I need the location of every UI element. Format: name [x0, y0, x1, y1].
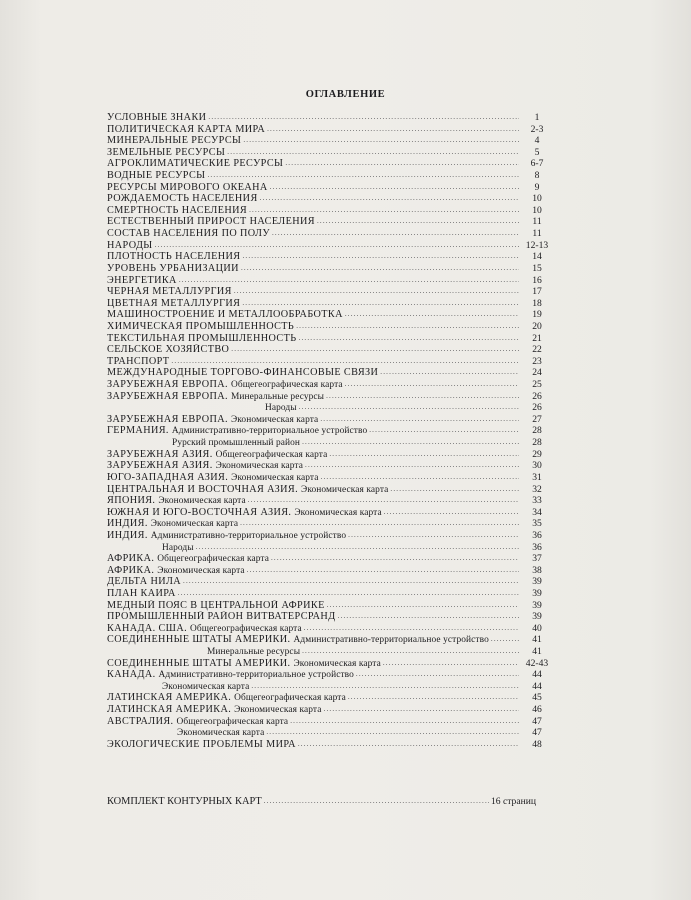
- toc-row: [107, 472, 553, 484]
- toc-entry-subtitle: Минеральные ресурсы: [207, 647, 301, 658]
- toc-leader-dots: [271, 553, 519, 565]
- toc-entry-page: 22: [532, 344, 542, 356]
- toc-entry-page: 42-43: [525, 657, 549, 669]
- toc-entry-title: РЕСУРСЫ МИРОВОГО ОКЕАНА: [107, 181, 268, 193]
- toc-row: [107, 692, 553, 704]
- toc-entry-title: ЮЖНАЯ И ЮГО-ВОСТОЧНАЯ АЗИЯ.: [107, 506, 292, 518]
- toc-row: [107, 739, 553, 751]
- toc-row: [107, 530, 553, 542]
- toc-entry-subtitle: Экономическая карта: [301, 484, 389, 495]
- toc-leader-dots: [264, 796, 489, 808]
- toc-row: [107, 135, 553, 147]
- toc-leader-dots: [338, 611, 519, 623]
- toc-entry-title: ЭНЕРГЕТИКА: [107, 274, 177, 286]
- toc-entry-page: 41: [532, 646, 542, 658]
- toc-entry-page: 33: [532, 495, 542, 507]
- toc-entry-page: 27: [532, 413, 542, 425]
- toc-leader-dots: [329, 449, 519, 461]
- toc-row: [107, 588, 553, 600]
- toc-row: [107, 565, 553, 577]
- page-title: ОГЛАВЛЕНИЕ: [305, 89, 386, 100]
- toc-leader-dots: [171, 356, 519, 368]
- toc-row: [107, 414, 553, 426]
- toc-entry-page: 44: [532, 680, 542, 692]
- toc-row: [107, 518, 553, 530]
- toc-entry-title: ХИМИЧЕСКАЯ ПРОМЫШЛЕННОСТЬ: [107, 320, 295, 332]
- table-of-contents: [107, 112, 553, 751]
- toc-entry-subtitle: Экономическая карта: [231, 472, 319, 483]
- toc-entry-subtitle: Общегеографическая карта: [230, 380, 343, 391]
- toc-entry-page: 1: [534, 112, 540, 123]
- toc-entry-subtitle: Минеральные ресурсы: [230, 391, 325, 402]
- toc-entry-page: 26: [532, 402, 542, 414]
- toc-row: [107, 542, 553, 554]
- toc-row: [107, 460, 553, 472]
- toc-leader-dots: [248, 495, 519, 507]
- toc-leader-dots: [345, 309, 519, 321]
- toc-leader-dots: [249, 205, 519, 217]
- toc-entry-page: 34: [532, 506, 542, 518]
- contour-maps-entry: [107, 796, 553, 808]
- toc-entry-title: ПЛАН КАИРА: [107, 587, 176, 599]
- toc-entry-title: СМЕРТНОСТЬ НАСЕЛЕНИЯ: [107, 204, 248, 216]
- toc-leader-dots: [247, 565, 519, 577]
- toc-leader-dots: [208, 112, 519, 124]
- toc-leader-dots: [321, 472, 520, 484]
- toc-row: [107, 576, 553, 588]
- toc-row: [107, 796, 553, 808]
- toc-entry-title: ПОЛИТИЧЕСКАЯ КАРТА МИРА: [107, 123, 266, 135]
- toc-leader-dots: [231, 344, 519, 356]
- toc-entry-title: СОЕДИНЕННЫЕ ШТАТЫ АМЕРИКИ.: [107, 657, 291, 669]
- toc-row: [107, 344, 553, 356]
- toc-entry-subtitle: Административно-территориальное устройство: [158, 670, 354, 681]
- toc-row: [107, 205, 553, 217]
- toc-entry-page: 39: [532, 599, 542, 611]
- toc-row: [107, 402, 553, 414]
- toc-entry-page: 19: [532, 309, 542, 321]
- toc-entry-page: 10: [532, 193, 542, 205]
- toc-leader-dots: [298, 739, 519, 751]
- toc-entry-title: ТЕКСТИЛЬНАЯ ПРОМЫШЛЕННОСТЬ: [107, 332, 297, 344]
- toc-entry-page: 36: [532, 541, 542, 553]
- toc-entry-page: 39: [532, 576, 542, 588]
- toc-entry-page: 9: [534, 181, 540, 193]
- toc-leader-dots: [290, 716, 519, 728]
- toc-row: [107, 495, 553, 507]
- toc-leader-dots: [491, 634, 519, 646]
- toc-entry-page: 29: [532, 448, 542, 460]
- toc-entry-page: 39: [532, 587, 542, 599]
- toc-entry-page: 6-7: [530, 158, 544, 170]
- toc-leader-dots: [302, 437, 519, 449]
- toc-entry-page: 16 страниц: [491, 796, 537, 807]
- toc-entry-page: 15: [532, 262, 542, 274]
- toc-entry-title: НАРОДЫ: [107, 239, 153, 251]
- toc-entry-subtitle: Рурский промышленный район: [172, 438, 301, 449]
- toc-entry-page: 45: [532, 692, 542, 704]
- toc-entry-title: ЭКОЛОГИЧЕСКИЕ ПРОБЛЕМЫ МИРА: [107, 738, 296, 750]
- toc-entry-title: ЗАРУБЕЖНАЯ ЕВРОПА.: [107, 390, 228, 402]
- toc-row: [107, 681, 553, 693]
- toc-row: [107, 391, 553, 403]
- toc-entry-subtitle: Народы: [265, 403, 297, 414]
- toc-row: [107, 158, 553, 170]
- toc-row: [107, 124, 553, 136]
- toc-entry-title: ИНДИЯ.: [107, 529, 148, 541]
- toc-leader-dots: [390, 484, 519, 496]
- toc-leader-dots: [240, 518, 519, 530]
- toc-leader-dots: [178, 588, 519, 600]
- toc-entry-subtitle: Общегеографическая карта: [215, 449, 328, 460]
- toc-entry-page: 40: [532, 622, 542, 634]
- toc-row: [107, 704, 553, 716]
- toc-entry-subtitle: Экономическая карта: [215, 461, 303, 472]
- toc-row: [107, 298, 553, 310]
- toc-entry-title: ЦВЕТНАЯ МЕТАЛЛУРГИЯ: [107, 297, 241, 309]
- toc-row: [107, 356, 553, 368]
- toc-entry-page: 4: [534, 135, 540, 147]
- toc-row: [107, 275, 553, 287]
- toc-leader-dots: [260, 193, 519, 205]
- toc-entry-title: ПЛОТНОСТЬ НАСЕЛЕНИЯ: [107, 251, 241, 263]
- toc-row: [107, 449, 553, 461]
- toc-entry-subtitle: Экономическая карта: [150, 519, 239, 530]
- toc-entry-title: ЛАТИНСКАЯ АМЕРИКА.: [107, 704, 232, 716]
- toc-row: [107, 623, 553, 635]
- toc-entry-page: 2-3: [530, 123, 544, 135]
- toc-entry-page: 35: [532, 518, 542, 530]
- toc-entry-title: ЦЕНТРАЛЬНАЯ И ВОСТОЧНАЯ АЗИЯ.: [107, 483, 299, 495]
- toc-row: [107, 309, 553, 321]
- toc-row: [107, 600, 553, 612]
- toc-entry-subtitle: Экономическая карта: [177, 728, 265, 739]
- toc-entry-title: ЛАТИНСКАЯ АМЕРИКА.: [107, 692, 232, 704]
- toc-entry-title: СЕЛЬСКОЕ ХОЗЯЙСТВО: [107, 344, 230, 356]
- toc-row: [107, 170, 553, 182]
- toc-entry-title: ЮГО-ЗАПАДНАЯ АЗИЯ.: [107, 471, 229, 483]
- toc-entry-title: УСЛОВНЫЕ ЗНАКИ: [107, 112, 207, 123]
- toc-row: [107, 263, 553, 275]
- toc-leader-dots: [317, 216, 519, 228]
- toc-row: [107, 716, 553, 728]
- toc-entry-page: 41: [532, 634, 542, 646]
- toc-leader-dots: [302, 646, 519, 658]
- toc-row: [107, 240, 553, 252]
- toc-entry-subtitle: Экономическая карта: [234, 705, 322, 716]
- toc-leader-dots: [242, 251, 519, 263]
- toc-leader-dots: [356, 669, 519, 681]
- toc-entry-subtitle: Народы: [162, 542, 194, 553]
- toc-row: [107, 425, 553, 437]
- toc-leader-dots: [345, 379, 519, 391]
- toc-row: [107, 553, 553, 565]
- toc-entry-title: ДЕЛЬТА НИЛА: [107, 576, 182, 588]
- toc-entry-page: 14: [532, 251, 542, 263]
- toc-row: [107, 333, 553, 345]
- toc-row: [107, 634, 553, 646]
- toc-leader-dots: [304, 623, 519, 635]
- toc-entry-page: 17: [532, 286, 542, 298]
- toc-entry-page: 25: [532, 379, 542, 391]
- toc-leader-dots: [348, 692, 519, 704]
- toc-entry-title: ПРОМЫШЛЕННЫЙ РАЙОН ВИТВАТЕРСРАНД: [107, 611, 336, 623]
- toc-entry-page: 28: [532, 437, 542, 449]
- toc-entry-title: ЗАРУБЕЖНАЯ ЕВРОПА.: [107, 413, 228, 425]
- toc-leader-dots: [155, 240, 519, 252]
- toc-entry-title: МИНЕРАЛЬНЫЕ РЕСУРСЫ: [107, 135, 242, 147]
- toc-entry-title: ТРАНСПОРТ: [107, 355, 170, 367]
- toc-entry-title: АВСТРАЛИЯ.: [107, 715, 174, 727]
- toc-row: [107, 216, 553, 228]
- toc-entry-title: АГРОКЛИМАТИЧЕСКИЕ РЕСУРСЫ: [107, 158, 284, 170]
- toc-entry-title: СОЕДИНЕННЫЕ ШТАТЫ АМЕРИКИ.: [107, 634, 291, 646]
- toc-leader-dots: [272, 228, 519, 240]
- toc-leader-dots: [296, 321, 519, 333]
- toc-leader-dots: [179, 275, 519, 287]
- toc-entry-page: 8: [534, 170, 540, 182]
- toc-entry-subtitle: Административно-территориальное устройство: [171, 426, 368, 437]
- toc-entry-subtitle: Административно-территориальное устройство: [150, 530, 347, 541]
- toc-entry-title: ЗАРУБЕЖНАЯ АЗИЯ.: [107, 460, 213, 472]
- toc-leader-dots: [324, 704, 520, 716]
- toc-entry-page: 28: [532, 425, 542, 437]
- toc-entry-page: 47: [532, 715, 542, 727]
- toc-entry-subtitle: Экономическая карта: [158, 496, 246, 507]
- toc-entry-title: ЗАРУБЕЖНАЯ АЗИЯ.: [107, 448, 213, 460]
- toc-entry-page: 37: [532, 553, 542, 565]
- toc-entry-page: 11: [532, 216, 542, 228]
- toc-row: [107, 484, 553, 496]
- toc-entry-title: ЗЕМЕЛЬНЫЕ РЕСУРСЫ: [107, 146, 226, 158]
- toc-row: [107, 182, 553, 194]
- toc-entry-title: РОЖДАЕМОСТЬ НАСЕЛЕНИЯ: [107, 193, 258, 205]
- toc-entry-page: 24: [532, 367, 542, 379]
- toc-entry-page: 16: [532, 274, 542, 286]
- toc-entry-subtitle: Экономическая карта: [230, 414, 319, 425]
- toc-entry-title: УРОВЕНЬ УРБАНИЗАЦИИ: [107, 262, 239, 274]
- toc-entry-page: 30: [532, 460, 542, 472]
- toc-row: [107, 507, 553, 519]
- toc-entry-title: МЕДНЫЙ ПОЯС В ЦЕНТРАЛЬНОЙ АФРИКЕ: [107, 599, 325, 611]
- toc-entry-title: КОМПЛЕКТ КОНТУРНЫХ КАРТ: [107, 796, 262, 807]
- toc-entry-page: 47: [532, 727, 542, 739]
- toc-row: [107, 112, 553, 124]
- toc-leader-dots: [299, 333, 520, 345]
- toc-entry-title: МАШИНОСТРОЕНИЕ И МЕТАЛЛООБРАБОТКА: [107, 309, 343, 321]
- toc-leader-dots: [266, 727, 519, 739]
- toc-entry-page: 46: [532, 704, 542, 716]
- toc-leader-dots: [227, 147, 519, 159]
- toc-leader-dots: [243, 135, 519, 147]
- toc-entry-title: КАНАДА. США.: [107, 622, 188, 634]
- toc-row: [107, 379, 553, 391]
- toc-leader-dots: [241, 263, 519, 275]
- toc-leader-dots: [234, 286, 519, 298]
- toc-leader-dots: [369, 425, 519, 437]
- toc-entry-title: МЕЖДУНАРОДНЫЕ ТОРГОВО-ФИНАНСОВЫЕ СВЯЗИ: [107, 367, 379, 379]
- toc-row: [107, 727, 553, 739]
- toc-leader-dots: [384, 507, 519, 519]
- toc-entry-page: 31: [532, 471, 542, 483]
- toc-entry-subtitle: Общегеографическая карта: [176, 716, 289, 727]
- toc-leader-dots: [380, 367, 519, 379]
- toc-entry-page: 36: [532, 529, 542, 541]
- toc-entry-page: 10: [532, 204, 542, 216]
- toc-entry-page: 21: [532, 332, 542, 344]
- toc-row: [107, 321, 553, 333]
- toc-leader-dots: [242, 298, 519, 310]
- toc-leader-dots: [383, 658, 519, 670]
- toc-entry-page: 18: [532, 297, 542, 309]
- toc-entry-subtitle: Экономическая карта: [294, 507, 382, 518]
- toc-row: [107, 228, 553, 240]
- toc-leader-dots: [320, 414, 519, 426]
- toc-leader-dots: [207, 170, 519, 182]
- toc-entry-title: ИНДИЯ.: [107, 518, 148, 530]
- toc-entry-page: 44: [532, 669, 542, 681]
- toc-leader-dots: [327, 600, 519, 612]
- toc-entry-subtitle: Административно-территориальное устройство: [293, 635, 489, 646]
- toc-entry-subtitle: Экономическая карта: [157, 565, 245, 576]
- toc-entry-title: АФРИКА.: [107, 564, 155, 576]
- toc-entry-page: 11: [532, 228, 542, 240]
- toc-row: [107, 251, 553, 263]
- toc-entry-title: СОСТАВ НАСЕЛЕНИЯ ПО ПОЛУ: [107, 228, 270, 240]
- toc-leader-dots: [299, 402, 519, 414]
- toc-row: [107, 669, 553, 681]
- toc-entry-subtitle: Экономическая карта: [293, 658, 381, 669]
- toc-entry-title: ЯПОНИЯ.: [107, 495, 156, 507]
- toc-row: [107, 611, 553, 623]
- toc-entry-title: ЕСТЕСТВЕННЫЙ ПРИРОСТ НАСЕЛЕНИЯ: [107, 216, 315, 228]
- toc-row: [107, 286, 553, 298]
- toc-entry-subtitle: Общегеографическая карта: [190, 623, 302, 634]
- toc-entry-subtitle: Экономическая карта: [162, 681, 250, 692]
- toc-entry-page: 12-13: [525, 239, 549, 251]
- toc-row: [107, 147, 553, 159]
- toc-entry-subtitle: Общегеографическая карта: [234, 693, 346, 704]
- toc-entry-page: 38: [532, 564, 542, 576]
- toc-entry-page: 48: [532, 738, 542, 750]
- toc-leader-dots: [285, 158, 519, 170]
- toc-leader-dots: [251, 681, 519, 693]
- toc-entry-page: 26: [532, 390, 542, 402]
- toc-entry-title: ГЕРМАНИЯ.: [107, 425, 169, 437]
- toc-row: [107, 367, 553, 379]
- toc-entry-title: КАНАДА.: [107, 669, 156, 681]
- toc-entry-title: ЧЕРНАЯ МЕТАЛЛУРГИЯ: [107, 286, 232, 298]
- toc-leader-dots: [196, 542, 519, 554]
- toc-row: [107, 437, 553, 449]
- toc-entry-page: 5: [534, 146, 540, 158]
- toc-entry-title: ВОДНЫЕ РЕСУРСЫ: [107, 170, 206, 182]
- toc-row: [107, 193, 553, 205]
- toc-entry-title: АФРИКА.: [107, 553, 155, 565]
- toc-entry-page: 32: [532, 483, 542, 495]
- toc-leader-dots: [326, 391, 519, 403]
- toc-entry-page: 39: [532, 611, 542, 623]
- toc-entry-title: ЗАРУБЕЖНАЯ ЕВРОПА.: [107, 379, 228, 391]
- toc-leader-dots: [183, 576, 519, 588]
- toc-leader-dots: [348, 530, 519, 542]
- toc-leader-dots: [267, 124, 519, 136]
- toc-entry-subtitle: Общегеографическая карта: [157, 554, 269, 565]
- toc-row: [107, 646, 553, 658]
- toc-entry-page: 20: [532, 320, 542, 332]
- toc-leader-dots: [305, 460, 519, 472]
- toc-row: [107, 658, 553, 670]
- toc-entry-page: 23: [532, 355, 542, 367]
- toc-leader-dots: [270, 182, 519, 194]
